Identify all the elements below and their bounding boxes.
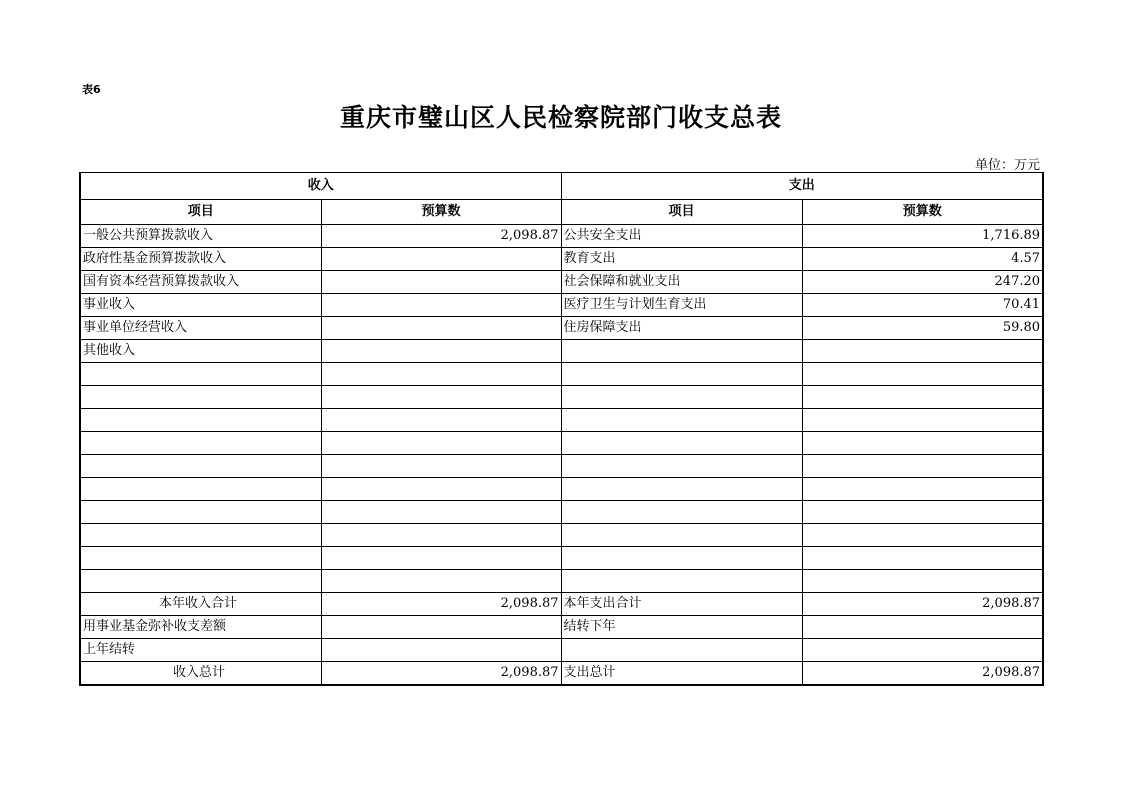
income-item-cell: 国有资本经营预算拨款收入 [80,271,321,294]
expense-value-cell: 4.57 [802,248,1043,271]
table-number-label: 表6 [82,83,101,96]
income-item-cell [80,478,321,501]
carry-over-value [802,616,1043,639]
expense-value-cell: 59.80 [802,317,1043,340]
table-row [80,386,1043,409]
expense-item-cell [561,340,802,363]
income-item-cell [80,455,321,478]
income-item-cell [80,409,321,432]
expense-item-cell [561,432,802,455]
expense-value-cell: 247.20 [802,271,1043,294]
year-total-row [80,593,1043,616]
income-item-cell [80,570,321,593]
table-row [80,524,1043,547]
year-income-total-value: 2,098.87 [321,593,561,616]
table-row [80,340,1043,363]
budget-summary-table [79,172,1044,686]
income-item-cell: 一般公共预算拨款收入 [80,225,321,248]
income-item-cell [80,386,321,409]
income-item-cell: 事业单位经营收入 [80,317,321,340]
income-value-cell [321,363,561,386]
expense-value-cell [802,340,1043,363]
expense-value-cell [802,455,1043,478]
income-value-cell [321,340,561,363]
expense-item-cell [561,547,802,570]
income-item-cell [80,432,321,455]
income-section-header: 收入 [80,173,561,200]
fund-value [321,616,561,639]
expense-value-cell [802,478,1043,501]
expense-value-cell: 1,716.89 [802,225,1043,248]
income-item-cell: 其他收入 [80,340,321,363]
expense-item-cell [561,386,802,409]
expense-budget-column-header: 预算数 [802,200,1043,225]
expense-value-cell [802,386,1043,409]
income-value-cell [321,524,561,547]
income-value-cell [321,386,561,409]
year-expense-total-value: 2,098.87 [802,593,1043,616]
income-item-column-header: 项目 [80,200,321,225]
page-title: 重庆市璧山区人民检察院部门收支总表 [339,103,782,132]
table-row [80,271,1043,294]
expense-item-cell [561,524,802,547]
expense-item-cell [561,478,802,501]
expense-value-cell: 70.41 [802,294,1043,317]
expense-item-cell: 教育支出 [561,248,802,271]
column-header-row [80,200,1043,225]
table-row [80,225,1043,248]
grand-expense-total-label: 支出总计 [561,662,802,686]
income-value-cell [321,409,561,432]
prev-year-row [80,639,1043,662]
expense-item-cell: 社会保障和就业支出 [561,271,802,294]
grand-total-row [80,662,1043,686]
income-value-cell [321,547,561,570]
income-item-cell [80,501,321,524]
prev-year-expense-value-empty [802,639,1043,662]
table-row [80,570,1043,593]
expense-item-cell [561,409,802,432]
expense-value-cell [802,501,1043,524]
fund-label: 用事业基金弥补收支差额 [80,616,321,639]
carry-over-label: 结转下年 [561,616,802,639]
income-value-cell [321,432,561,455]
table-row [80,455,1043,478]
expense-item-cell: 公共安全支出 [561,225,802,248]
expense-value-cell [802,570,1043,593]
expense-item-cell: 医疗卫生与计划生育支出 [561,294,802,317]
income-value-cell [321,455,561,478]
expense-item-cell: 住房保障支出 [561,317,802,340]
table-row [80,248,1043,271]
income-item-cell [80,547,321,570]
table-row [80,317,1043,340]
grand-expense-total-value: 2,098.87 [802,662,1043,686]
table-row [80,478,1043,501]
income-value-cell [321,294,561,317]
prev-year-expense-empty [561,639,802,662]
table-row [80,432,1043,455]
table-row [80,547,1043,570]
expense-section-header: 支出 [561,173,1043,200]
expense-item-cell [561,455,802,478]
income-item-cell [80,524,321,547]
income-item-cell [80,363,321,386]
expense-value-cell [802,409,1043,432]
expense-item-cell [561,501,802,524]
income-value-cell [321,317,561,340]
grand-income-total-value: 2,098.87 [321,662,561,686]
year-income-total-label: 本年收入合计 [80,593,321,616]
unit-label: 单位：万元 [974,158,1040,173]
expense-item-cell [561,363,802,386]
income-value-cell [321,570,561,593]
year-expense-total-label: 本年支出合计 [561,593,802,616]
income-value-cell [321,501,561,524]
income-budget-column-header: 预算数 [321,200,561,225]
table-row [80,363,1043,386]
expense-item-cell [561,570,802,593]
table-row [80,294,1043,317]
table-row [80,501,1043,524]
expense-value-cell [802,432,1043,455]
fund-row [80,616,1043,639]
table-row [80,409,1043,432]
income-value-cell [321,478,561,501]
income-item-cell: 事业收入 [80,294,321,317]
grand-income-total-label: 收入总计 [80,662,321,686]
income-value-cell: 2,098.87 [321,225,561,248]
expense-item-column-header: 项目 [561,200,802,225]
income-item-cell: 政府性基金预算拨款收入 [80,248,321,271]
income-value-cell [321,271,561,294]
expense-value-cell [802,363,1043,386]
prev-year-value [321,639,561,662]
expense-value-cell [802,547,1043,570]
expense-value-cell [802,524,1043,547]
income-value-cell [321,248,561,271]
prev-year-label: 上年结转 [80,639,321,662]
section-header-row [80,173,1043,200]
